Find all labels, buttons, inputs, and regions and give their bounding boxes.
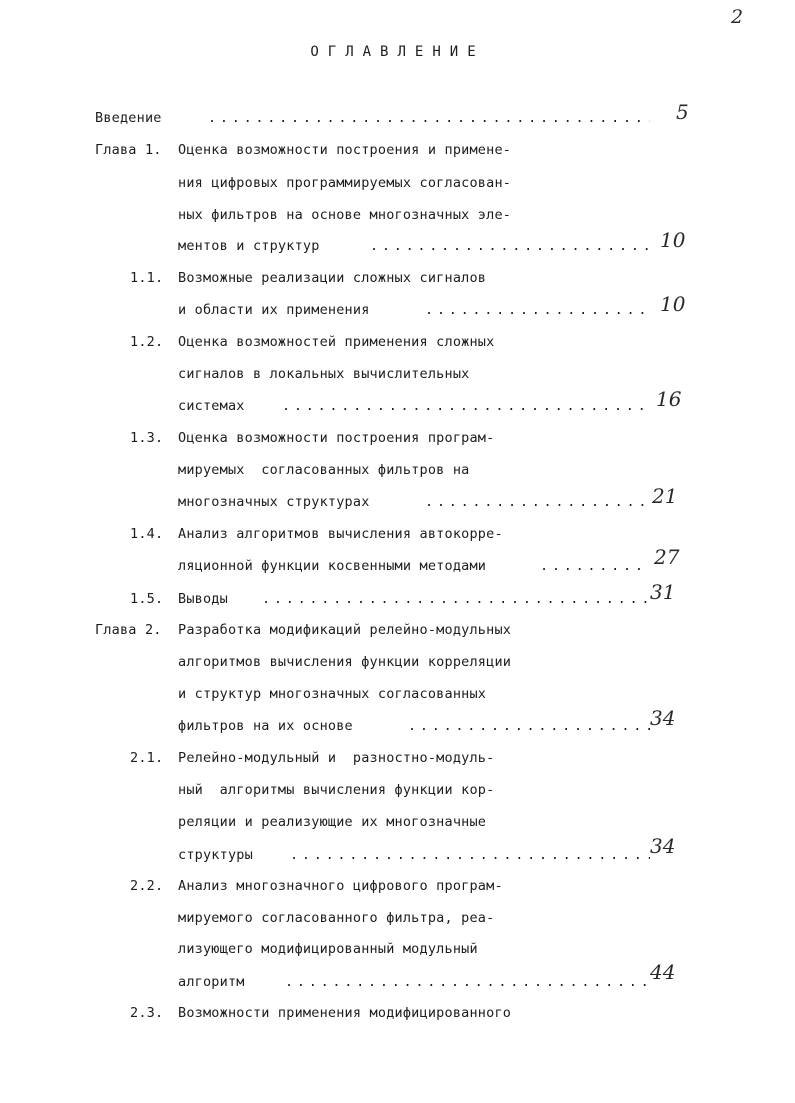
chapter-1-title-line-2: ния цифровых программируемых согласован- <box>178 175 512 191</box>
intro-label: Введение <box>95 110 162 126</box>
section-2-1-title-line-3: реляции и реализующие их многозначные <box>178 814 487 830</box>
section-1-1-page: 10 <box>660 292 686 316</box>
chapter-1-page: 10 <box>660 228 686 252</box>
section-1-2-title-line-2: сигналов в локальных вычислительных <box>178 366 470 382</box>
section-2-1-title-line-4: структуры <box>178 847 253 863</box>
section-2-3-number: 2.3. <box>130 1005 164 1021</box>
dot-leader <box>370 238 652 254</box>
dot-leader <box>540 558 650 574</box>
chapter-2-number: Глава 2. <box>95 622 162 638</box>
section-1-4-title-line-2: ляционной функции косвенными методами <box>178 558 487 574</box>
section-1-3-title-line-3: многозначных структурах <box>178 494 370 510</box>
section-2-1-title-line-2: ный алгоритмы вычисления функции кор- <box>178 782 495 798</box>
section-2-2-title-line-1: Анализ многозначного цифрового програм- <box>178 878 503 894</box>
dot-leader <box>425 494 650 510</box>
section-1-1-number: 1.1. <box>130 270 164 286</box>
section-2-1-title-line-1: Релейно-модульный и разностно-модуль- <box>178 750 495 766</box>
dot-leader <box>262 591 650 607</box>
section-1-4-page: 27 <box>654 545 680 569</box>
section-1-4-title-line-1: Анализ алгоритмов вычисления автокорре- <box>178 526 503 542</box>
section-2-1-page: 34 <box>650 834 676 858</box>
dot-leader <box>208 110 650 126</box>
chapter-2-page: 34 <box>650 706 676 730</box>
dot-leader <box>282 398 652 414</box>
section-2-2-page: 44 <box>650 960 676 984</box>
section-1-2-title-line-1: Оценка возможностей применения сложных <box>178 334 495 350</box>
dot-leader <box>285 974 650 990</box>
section-2-2-title-line-4: алгоритм <box>178 974 245 990</box>
section-1-2-page: 16 <box>656 387 682 411</box>
section-1-3-page: 21 <box>652 484 678 508</box>
dot-leader <box>290 847 650 863</box>
chapter-2-title-line-2: алгоритмов вычисления функции корреляции <box>178 654 512 670</box>
chapter-1-title-line-1: Оценка возможности построения и примене- <box>178 142 512 158</box>
section-1-5-title-line-1: Выводы <box>178 591 228 607</box>
chapter-1-number: Глава 1. <box>95 142 162 158</box>
chapter-1-title-line-4: ментов и структур <box>178 238 320 254</box>
intro-page: 5 <box>676 100 689 124</box>
section-1-1-title-line-2: и области их применения <box>178 302 370 318</box>
section-2-2-number: 2.2. <box>130 878 164 894</box>
chapter-1-title-line-3: ных фильтров на основе многозначных эле- <box>178 207 512 223</box>
chapter-2-title-line-3: и структур многозначных согласованных <box>178 686 487 702</box>
section-1-3-title-line-1: Оценка возможности построения програм- <box>178 430 495 446</box>
section-1-2-number: 1.2. <box>130 334 164 350</box>
section-1-2-title-line-3: системах <box>178 398 245 414</box>
page-number-mark: 2 <box>731 6 744 28</box>
section-1-5-page: 31 <box>650 580 676 604</box>
chapter-2-title-line-1: Разработка модификаций релейно-модульных <box>178 622 512 638</box>
section-2-1-number: 2.1. <box>130 750 164 766</box>
section-1-3-title-line-2: мируемых согласованных фильтров на <box>178 462 470 478</box>
section-1-1-title-line-1: Возможные реализации сложных сигналов <box>178 270 487 286</box>
section-1-4-number: 1.4. <box>130 526 164 542</box>
dot-leader <box>425 302 650 318</box>
toc-heading: ОГЛАВЛЕНИЕ <box>310 44 485 60</box>
dot-leader <box>408 718 650 734</box>
section-2-2-title-line-2: мируемого согласованного фильтра, реа- <box>178 910 495 926</box>
section-2-3-title-line-1: Возможности применения модифицированного <box>178 1005 512 1021</box>
chapter-2-title-line-4: фильтров на их основе <box>178 718 353 734</box>
section-1-3-number: 1.3. <box>130 430 164 446</box>
section-1-5-number: 1.5. <box>130 591 164 607</box>
section-2-2-title-line-3: лизующего модифицированный модульный <box>178 941 478 957</box>
